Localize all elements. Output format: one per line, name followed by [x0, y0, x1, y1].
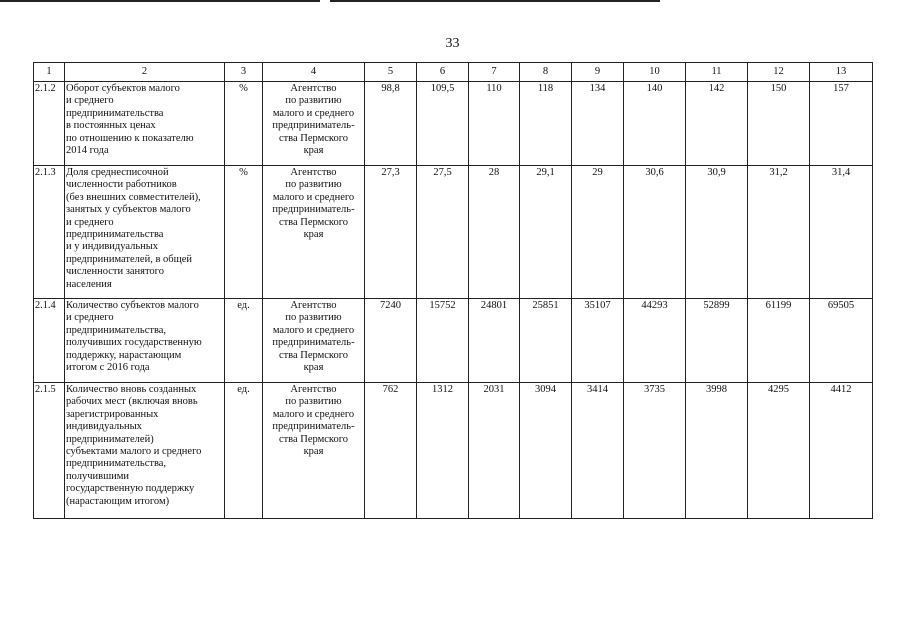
value-cell: 27,3	[365, 166, 417, 299]
value-cell: 69505	[810, 299, 873, 383]
value-cell: 157	[810, 82, 873, 166]
indicator-name	[65, 299, 225, 383]
cell-line: малого и среднего	[272, 408, 355, 420]
cell-line: и среднего	[66, 216, 114, 228]
table-row	[34, 82, 873, 166]
page-number: 33	[445, 36, 460, 51]
unit-of-measure: %	[225, 82, 263, 166]
cell-line: предприниматель-	[272, 204, 355, 216]
cell-line: Количество вновь созданных	[66, 384, 197, 395]
value-cell: 28	[469, 166, 520, 299]
value-cell: 31,4	[810, 166, 873, 299]
value-cell: 1312	[417, 383, 469, 519]
value-cell: 3735	[624, 383, 686, 519]
value-cell: 110	[469, 82, 520, 166]
value-cell: 3998	[686, 383, 748, 519]
cell-line: (без внешних совместителей),	[66, 191, 201, 203]
cell-line: и среднего	[66, 95, 114, 107]
cell-line: малого и среднего	[272, 191, 355, 203]
cell-line: по развитию	[285, 396, 342, 408]
cell-line: Агентство	[290, 83, 337, 94]
value-cell: 44293	[624, 299, 686, 383]
value-cell: 2031	[469, 383, 520, 519]
value-cell: 29	[572, 166, 624, 299]
row-code: 2.1.2	[34, 82, 65, 166]
value-cell: 4295	[748, 383, 810, 519]
cell-line: численности работников	[66, 179, 177, 191]
cell-line: и среднего	[66, 312, 114, 324]
cell-line: предпринимателей)	[66, 433, 154, 445]
scan-edge-line-right	[330, 0, 660, 2]
cell-line: получивших государственную	[66, 337, 202, 349]
cell-line: Доля среднесписочной	[66, 167, 169, 178]
cell-line: получившими	[66, 470, 130, 482]
table-row	[34, 383, 873, 519]
cell-line: предпринимательства,	[66, 324, 167, 336]
column-number: 9	[572, 63, 624, 82]
cell-line: ства Пермского	[278, 216, 349, 228]
cell-line: ства Пермского	[278, 132, 349, 144]
indicators-table	[33, 62, 873, 519]
cell-line: Количество субъектов малого	[66, 300, 199, 311]
value-cell: 61199	[748, 299, 810, 383]
column-number: 5	[365, 63, 417, 82]
cell-line: численности занятого	[66, 266, 164, 278]
value-cell: 24801	[469, 299, 520, 383]
cell-line: предпринимательства	[66, 229, 164, 241]
column-number: 8	[520, 63, 572, 82]
responsible-executor	[263, 82, 365, 166]
row-code: 2.1.3	[34, 166, 65, 299]
value-cell: 142	[686, 82, 748, 166]
cell-line: ства Пермского	[278, 433, 349, 445]
indicator-name	[65, 166, 225, 299]
value-cell: 52899	[686, 299, 748, 383]
value-cell: 30,6	[624, 166, 686, 299]
value-cell: 31,2	[748, 166, 810, 299]
table-body	[34, 82, 873, 519]
cell-line: по развитию	[285, 312, 342, 324]
cell-line: (нарастающим итогом)	[66, 495, 170, 507]
cell-line: края	[303, 446, 324, 458]
value-cell: 150	[748, 82, 810, 166]
unit-of-measure: ед.	[225, 299, 263, 383]
cell-line: малого и среднего	[272, 107, 355, 119]
cell-line: итогом с 2016 года	[66, 362, 150, 374]
value-cell: 30,9	[686, 166, 748, 299]
row-code: 2.1.4	[34, 299, 65, 383]
responsible-executor	[263, 166, 365, 299]
column-number: 13	[810, 63, 873, 82]
value-cell: 27,5	[417, 166, 469, 299]
value-cell: 140	[624, 82, 686, 166]
cell-line: по развитию	[285, 95, 342, 107]
cell-line: индивидуальных	[66, 421, 142, 433]
value-cell: 29,1	[520, 166, 572, 299]
cell-line: предпринимательства	[66, 107, 164, 119]
cell-line: края	[303, 362, 324, 374]
cell-line: 2014 года	[66, 145, 109, 157]
indicator-name	[65, 383, 225, 519]
value-cell: 134	[572, 82, 624, 166]
cell-line: поддержку, нарастающим	[66, 349, 182, 361]
value-cell: 25851	[520, 299, 572, 383]
cell-line: Агентство	[290, 384, 337, 395]
value-cell: 118	[520, 82, 572, 166]
column-number: 2	[65, 63, 225, 82]
value-cell: 762	[365, 383, 417, 519]
cell-line: и у индивидуальных	[66, 241, 159, 253]
cell-line: рабочих мест (включая вновь	[66, 396, 198, 408]
value-cell: 15752	[417, 299, 469, 383]
cell-line: Агентство	[290, 167, 337, 178]
cell-line: предприниматель-	[272, 337, 355, 349]
cell-line: зарегистрированных	[66, 408, 159, 420]
cell-line: государственную поддержку	[66, 483, 195, 495]
cell-line: края	[303, 145, 324, 157]
column-number: 12	[748, 63, 810, 82]
column-number: 6	[417, 63, 469, 82]
value-cell: 7240	[365, 299, 417, 383]
value-cell: 3094	[520, 383, 572, 519]
table-row	[34, 299, 873, 383]
cell-line: в постоянных ценах	[66, 120, 156, 132]
column-number: 4	[263, 63, 365, 82]
value-cell: 109,5	[417, 82, 469, 166]
cell-line: субъектами малого и среднего	[66, 446, 202, 458]
cell-line: Оборот субъектов малого	[66, 83, 180, 94]
value-cell: 98,8	[365, 82, 417, 166]
value-cell: 3414	[572, 383, 624, 519]
cell-line: населения	[66, 278, 112, 290]
cell-line: ства Пермского	[278, 349, 349, 361]
cell-line: края	[303, 229, 324, 241]
value-cell: 35107	[572, 299, 624, 383]
cell-line: занятых у субъектов малого	[66, 204, 191, 216]
unit-of-measure: %	[225, 166, 263, 299]
indicator-name	[65, 82, 225, 166]
column-number: 7	[469, 63, 520, 82]
column-number: 10	[624, 63, 686, 82]
responsible-executor	[263, 299, 365, 383]
cell-line: по отношению к показателю	[66, 132, 194, 144]
responsible-executor	[263, 383, 365, 519]
column-number: 1	[34, 63, 65, 82]
column-number: 11	[686, 63, 748, 82]
cell-line: предприниматель-	[272, 120, 355, 132]
scan-edge-line-left	[0, 0, 320, 2]
cell-line: предпринимателей, в общей	[66, 253, 192, 265]
column-number: 3	[225, 63, 263, 82]
cell-line: малого и среднего	[272, 324, 355, 336]
row-code: 2.1.5	[34, 383, 65, 519]
column-number-row	[34, 63, 873, 82]
unit-of-measure: ед.	[225, 383, 263, 519]
cell-line: предприниматель-	[272, 421, 355, 433]
cell-line: Агентство	[290, 300, 337, 311]
table-row	[34, 166, 873, 299]
cell-line: предпринимательства,	[66, 458, 167, 470]
cell-line: по развитию	[285, 179, 342, 191]
value-cell: 4412	[810, 383, 873, 519]
